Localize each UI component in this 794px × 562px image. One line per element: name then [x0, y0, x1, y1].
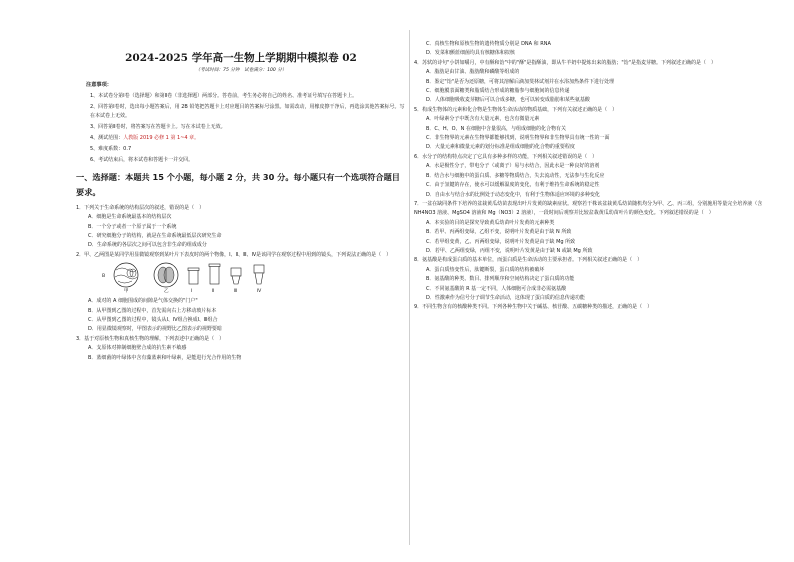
question-2-option-d: D．用显微镜观察时，甲图表示的视野比乙图表示的视野要暗 — [88, 326, 222, 333]
question-2-stem: 2．甲、乙两图是某同学用显微镜观察到某叶片下表皮时的两个物像，Ⅰ、Ⅱ、Ⅲ、Ⅳ是该同学在观察过程中用到的镜头，下列说法正确的是（ ） — [76, 251, 392, 258]
question-3-option-d: D．发菜和颤蓝细菌均具有核糖体和拟核 — [426, 50, 515, 57]
question-7-option-c: C．若甲组变黄，乙、丙两组变绿，说明叶片发黄是由于缺 Mg 所致 — [426, 238, 576, 245]
question-6-option-c: C．由于氢键的存在，使水可以缓解温度的变化，有利于维持生命系统的稳定性 — [426, 182, 600, 189]
question-6-option-b: B．结合水与细胞中的蛋白质、多糖等物质结合，失去流动性，无法参与生化反应 — [426, 172, 605, 179]
question-8-option-d: D．性激素作为信号分子调节生命活动，这体现了蛋白质的信息传递功能 — [426, 294, 585, 301]
question-5-option-b: B．C、H、O、N 在细胞中含量很高，与组成细胞的化合物有关 — [426, 125, 566, 132]
question-7-option-b: B．若甲、丙两组变绿，乙组不变，说明叶片发黄是由于缺 N 所致 — [426, 229, 572, 236]
microscope-figure-svg — [86, 262, 286, 288]
figure-label-jia: 甲 — [124, 289, 129, 295]
view-yi — [154, 263, 178, 287]
view-jia — [114, 263, 138, 287]
question-8-option-a: A．蛋白质热变性后，肽键断裂，蛋白质的结构被破坏 — [426, 266, 545, 273]
question-1-stem: 1．下列关于生命系统的结构层次的叙述，错误的是（ ） — [76, 204, 205, 211]
question-1-option-c: C．研究细胞分子的结构，就是在生命系统最低层次研究生命 — [88, 233, 222, 240]
question-3-option-a: A．支原体对抑制细胞壁合成的抗生素不敏感 — [88, 345, 187, 352]
question-5 — [414, 106, 776, 153]
exam-title: 2024-2025 学年高一生物上学期期中模拟卷 02 — [125, 52, 357, 64]
question-3-option-c: C．真核生物和原核生物的遗传物质分别是 DNA 和 RNA — [426, 41, 551, 47]
question-3-option-b: B．蓝细菌的叶绿体中含有藻蓝素和叶绿素，是能进行光合作用的生物 — [88, 354, 242, 361]
question-7 — [414, 200, 776, 256]
section-1-heading: 一、选择题：本题共 15 个小题，每小题 2 分，共 30 分。每小题只有一个选项符合题目要求。 — [76, 171, 400, 197]
question-1-option-a: A．细胞是生命系统最基本的结构层次 — [88, 214, 172, 221]
figure-label-2: Ⅱ — [212, 289, 215, 295]
question-3-stem: 3．基于对原核生物和真核生物的理解，下列表述中正确的是（ ） — [76, 335, 225, 342]
figure-label-3: Ⅲ — [234, 289, 238, 295]
question-4-option-c: C．细胞膜表面糖类和脂质结合形成的糖脂参与细胞间的信息传递 — [426, 88, 570, 95]
question-4-option-d: D．人体细胞吸收麦芽糖后可以合成多糖，也可以转变成脂肪和某些氨基酸 — [426, 97, 590, 104]
question-2 — [76, 251, 406, 335]
question-2-option-b: B．从甲图到乙图的过程中，首先需向右上方移动玻片标本 — [88, 307, 217, 314]
question-1 — [76, 204, 406, 251]
question-4 — [414, 59, 776, 106]
lens-4 — [254, 265, 264, 284]
right-column — [414, 40, 776, 313]
question-3 — [76, 335, 406, 363]
left-column — [76, 38, 406, 363]
question-6-stem: 6．水分子的结构特点决定了它具有多种多样的功能，下列相关叙述错误的是（ ） — [414, 153, 598, 160]
notice-item-3: 3、回答第Ⅱ卷时，将答案写在答题卡上。写在本试卷上无效。 — [90, 124, 226, 131]
lens-3 — [231, 268, 241, 284]
exam-subtitle: （考试时间：75 分钟 试卷满分：100 分） — [195, 68, 287, 73]
notice-item-5: 5、难度系数：0.7 — [90, 146, 132, 153]
question-5-option-d: D．大量元素和微量元素的划分标准是组成细胞的化合物的重要程度 — [426, 144, 575, 151]
notice-item-4 — [76, 134, 406, 143]
question-5-option-a: A．叶绿素分子中既含有大量元素，也含有微量元素 — [426, 116, 540, 123]
lens-2 — [209, 264, 220, 284]
question-5-option-c: C．非生物界的元素在生物界都能够找到，说明生物界和非生物界具有统一性的一面 — [426, 135, 610, 142]
question-4-stem: 4．苏轼的诗句"小饼如嚼月，中有酥和饴"中的"酥"是指酥油，即从牛羊奶中提炼出来的脂肪；"饴"是指麦芽糖。下列叙述正确的是（ ） — [414, 59, 716, 66]
question-8 — [414, 256, 776, 303]
notice-heading: 注意事项： — [86, 82, 112, 88]
notice-item-1: 1、本试卷分第Ⅰ卷（选择题）和第Ⅱ卷（非选择题）两部分。答卷前，考生务必将自己的姓名、准考证号填写在答题卡上。 — [90, 93, 358, 99]
figure-label-1: Ⅰ — [191, 289, 193, 295]
question-7-option-d: D．若甲、乙两组变绿，丙组不变，说明叶片发黄是由于缺 N 或缺 Mg 所致 — [426, 247, 593, 254]
figure-label-b: B — [102, 274, 106, 280]
notice-item-6: 6、考试结束后，将本试卷和答题卡一并交回。 — [90, 157, 194, 164]
question-4-option-a: A．脂肪是由甘油、脂肪酸和磷酸等组成的 — [426, 69, 520, 76]
notice-list — [76, 92, 406, 166]
question-9-stem: 9．不同生物含有的核酸种类不同。下列各种生物中关于碱基、核苷酸、五碳糖种类的描述，正确的是（ ） — [414, 304, 653, 311]
question-2-option-a: A．成对的 A 细胞围成的间隙是气体交换的"门户" — [88, 298, 198, 305]
question-6 — [414, 153, 776, 200]
question-5-stem: 5．构成生物体的元素和化合物是生物体生命活动的物质基础，下列有关叙述正确的是（ ） — [414, 106, 618, 113]
question-8-option-c: C．不同氨基酸的 R 基一定不同，人体细胞可合成非必需氨基酸 — [426, 285, 567, 292]
question-3-continued — [414, 40, 776, 59]
test-range: 人教版 2019 必修 1 第 1~4 章。 — [123, 135, 200, 142]
question-4-option-b: B．鉴定"饴"是否为还原糖，可将其溶解后滴加斐林试剂并在水浴加热条件下进行处理 — [426, 78, 615, 85]
notice-item-2: 2、回答第Ⅰ卷时，选出每小题答案后，用 2B 铅笔把答题卡上对应题目的答案标号涂黑。如需改动，用橡皮擦干净后，再选涂其他答案标号。写在本试卷上无效。 — [90, 104, 405, 120]
question-1-option-b: B．一个分子或者一个原子属于一个系统 — [88, 223, 177, 230]
question-1-option-d: D．生命系统的各层次之间可以包含非生命的组成成分 — [88, 242, 207, 249]
question-7-stem: 7．一盆在缺同条件下培养的盆栽黄瓜幼苗表现出叶片发黄的缺素症状。观察若干株该盆栽黄瓜幼苗随机均分为甲、乙、丙三组，分别施用等量完全培养液（含 NH4NO3 溶液、MgSO4 溶液和 Mg（NO3）2 溶液），一段时间后观察并比较盆栽黄瓜幼苗叶片的颜色变化。下列叙述错误的是（ ） — [414, 200, 763, 217]
question-6-option-a: A．水是极性分子，带电分子（或离子）易与水结合，因此水是一种良好的溶剂 — [426, 163, 600, 170]
question-8-option-b: B．氨基酸的种类、数目、排列顺序和空间结构决定了蛋白质的功能 — [426, 276, 575, 283]
question-6-option-d: D．自由水与结合水的比例处于动态变化中，有利于生物体适应环境的多种变化 — [426, 191, 600, 198]
microscope-figure — [86, 262, 406, 295]
question-8-stem: 8．氨基酸是构成蛋白质的基本单位，而蛋白质是生命活动的主要承担者。下列相关叙述正确的是（ ） — [414, 257, 643, 264]
notice-item-4-label: 4、测试范围： — [90, 135, 124, 142]
lens-1 — [188, 268, 199, 284]
figure-label-4: Ⅳ — [257, 289, 262, 295]
question-9 — [414, 303, 776, 312]
question-7-option-a: A．本实验的目的是探究导致黄瓜幼苗叶片发黄的元素种类 — [426, 219, 555, 226]
column-divider — [409, 30, 410, 545]
figure-labels — [86, 287, 286, 295]
figure-label-yi: 乙 — [164, 289, 169, 295]
question-2-option-c: C．从甲图到乙图的过程中，镜头从Ⅰ、Ⅳ组合换成Ⅰ、Ⅲ组合 — [88, 317, 218, 324]
